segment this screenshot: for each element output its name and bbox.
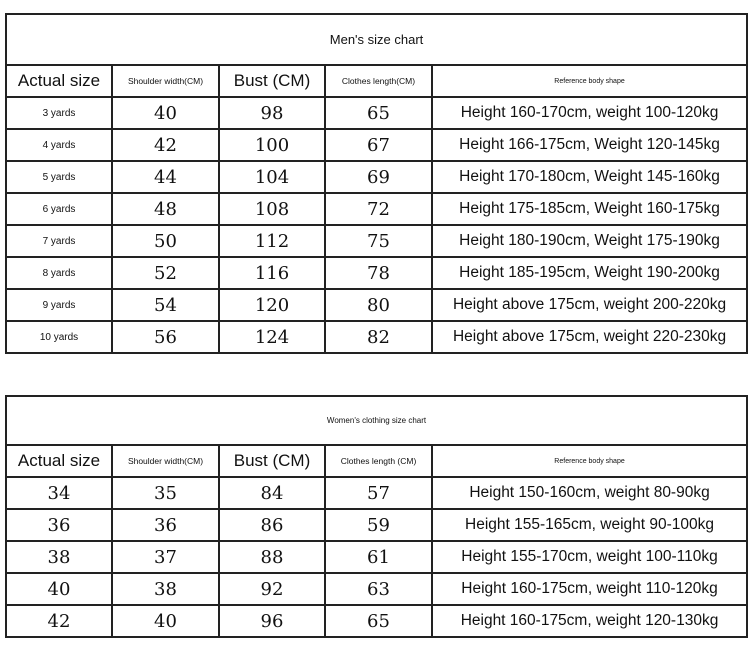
reference-body-shape-cell: Height 160-170cm, weight 100-120kg [432,97,747,129]
clothes-length-cell: 82 [325,321,432,353]
shoulder-width-cell: 37 [112,541,219,573]
shoulder-width-cell: 54 [112,289,219,321]
shoulder-width-cell: 44 [112,161,219,193]
header-shoulder-width: Shoulder width(CM) [112,445,219,477]
reference-body-shape-cell: Height 150-160cm, weight 80-90kg [432,477,747,509]
bust-cell: 86 [219,509,325,541]
header-reference-body-shape: Reference body shape [432,445,747,477]
shoulder-width-cell: 36 [112,509,219,541]
reference-body-shape-cell: Height 170-180cm, Weight 145-160kg [432,161,747,193]
reference-body-shape-cell: Height 185-195cm, Weight 190-200kg [432,257,747,289]
header-bust: Bust (CM) [219,445,325,477]
bust-cell: 112 [219,225,325,257]
bust-cell: 88 [219,541,325,573]
size-cell: 40 [6,573,112,605]
shoulder-width-cell: 38 [112,573,219,605]
header-clothes-length: Clothes length (CM) [325,445,432,477]
shoulder-width-cell: 35 [112,477,219,509]
clothes-length-cell: 65 [325,97,432,129]
clothes-length-cell: 69 [325,161,432,193]
clothes-length-cell: 80 [325,289,432,321]
womens-size-table [5,395,748,638]
size-cell: 3 yards [6,97,112,129]
mens-table-body [6,14,747,353]
bust-cell: 104 [219,161,325,193]
reference-body-shape-cell: Height 155-170cm, weight 100-110kg [432,541,747,573]
reference-body-shape-cell: Height 160-175cm, weight 120-130kg [432,605,747,637]
mens-title-row [6,14,747,65]
bust-cell: 84 [219,477,325,509]
reference-body-shape-cell: Height 160-175cm, weight 110-120kg [432,573,747,605]
womens-table-body [6,396,747,637]
table-row [6,161,747,193]
shoulder-width-cell: 40 [112,605,219,637]
reference-body-shape-cell: Height above 175cm, weight 200-220kg [432,289,747,321]
reference-body-shape-cell: Height 155-165cm, weight 90-100kg [432,509,747,541]
mens-size-table [5,13,748,354]
table-row [6,225,747,257]
clothes-length-cell: 63 [325,573,432,605]
clothes-length-cell: 75 [325,225,432,257]
clothes-length-cell: 78 [325,257,432,289]
size-cell: 9 yards [6,289,112,321]
clothes-length-cell: 65 [325,605,432,637]
womens-title-row [6,396,747,445]
size-cell: 10 yards [6,321,112,353]
table-row [6,477,747,509]
reference-body-shape-cell: Height 175-185cm, Weight 160-175kg [432,193,747,225]
size-cell: 8 yards [6,257,112,289]
reference-body-shape-cell: Height above 175cm, weight 220-230kg [432,321,747,353]
mens-table-title: Men's size chart [6,14,747,65]
size-cell: 4 yards [6,129,112,161]
size-cell: 38 [6,541,112,573]
size-cell: 6 yards [6,193,112,225]
shoulder-width-cell: 42 [112,129,219,161]
header-reference-body-shape: Reference body shape [432,65,747,97]
size-cell: 42 [6,605,112,637]
clothes-length-cell: 59 [325,509,432,541]
size-cell: 5 yards [6,161,112,193]
clothes-length-cell: 67 [325,129,432,161]
shoulder-width-cell: 56 [112,321,219,353]
womens-header-row [6,445,747,477]
shoulder-width-cell: 52 [112,257,219,289]
bust-cell: 116 [219,257,325,289]
table-row [6,289,747,321]
size-cell: 7 yards [6,225,112,257]
bust-cell: 124 [219,321,325,353]
bust-cell: 108 [219,193,325,225]
clothes-length-cell: 61 [325,541,432,573]
shoulder-width-cell: 50 [112,225,219,257]
header-actual-size: Actual size [6,445,112,477]
reference-body-shape-cell: Height 180-190cm, Weight 175-190kg [432,225,747,257]
table-row [6,97,747,129]
table-row [6,257,747,289]
bust-cell: 120 [219,289,325,321]
table-row [6,321,747,353]
table-row [6,129,747,161]
reference-body-shape-cell: Height 166-175cm, Weight 120-145kg [432,129,747,161]
table-row [6,541,747,573]
mens-header-row [6,65,747,97]
size-cell: 34 [6,477,112,509]
header-actual-size: Actual size [6,65,112,97]
clothes-length-cell: 72 [325,193,432,225]
table-row [6,605,747,637]
header-shoulder-width: Shoulder width(CM) [112,65,219,97]
header-clothes-length: Clothes length(CM) [325,65,432,97]
womens-table-title: Women's clothing size chart [6,396,747,445]
shoulder-width-cell: 40 [112,97,219,129]
bust-cell: 96 [219,605,325,637]
size-cell: 36 [6,509,112,541]
shoulder-width-cell: 48 [112,193,219,225]
table-row [6,573,747,605]
bust-cell: 92 [219,573,325,605]
header-bust: Bust (CM) [219,65,325,97]
bust-cell: 98 [219,97,325,129]
clothes-length-cell: 57 [325,477,432,509]
bust-cell: 100 [219,129,325,161]
table-row [6,509,747,541]
table-row [6,193,747,225]
